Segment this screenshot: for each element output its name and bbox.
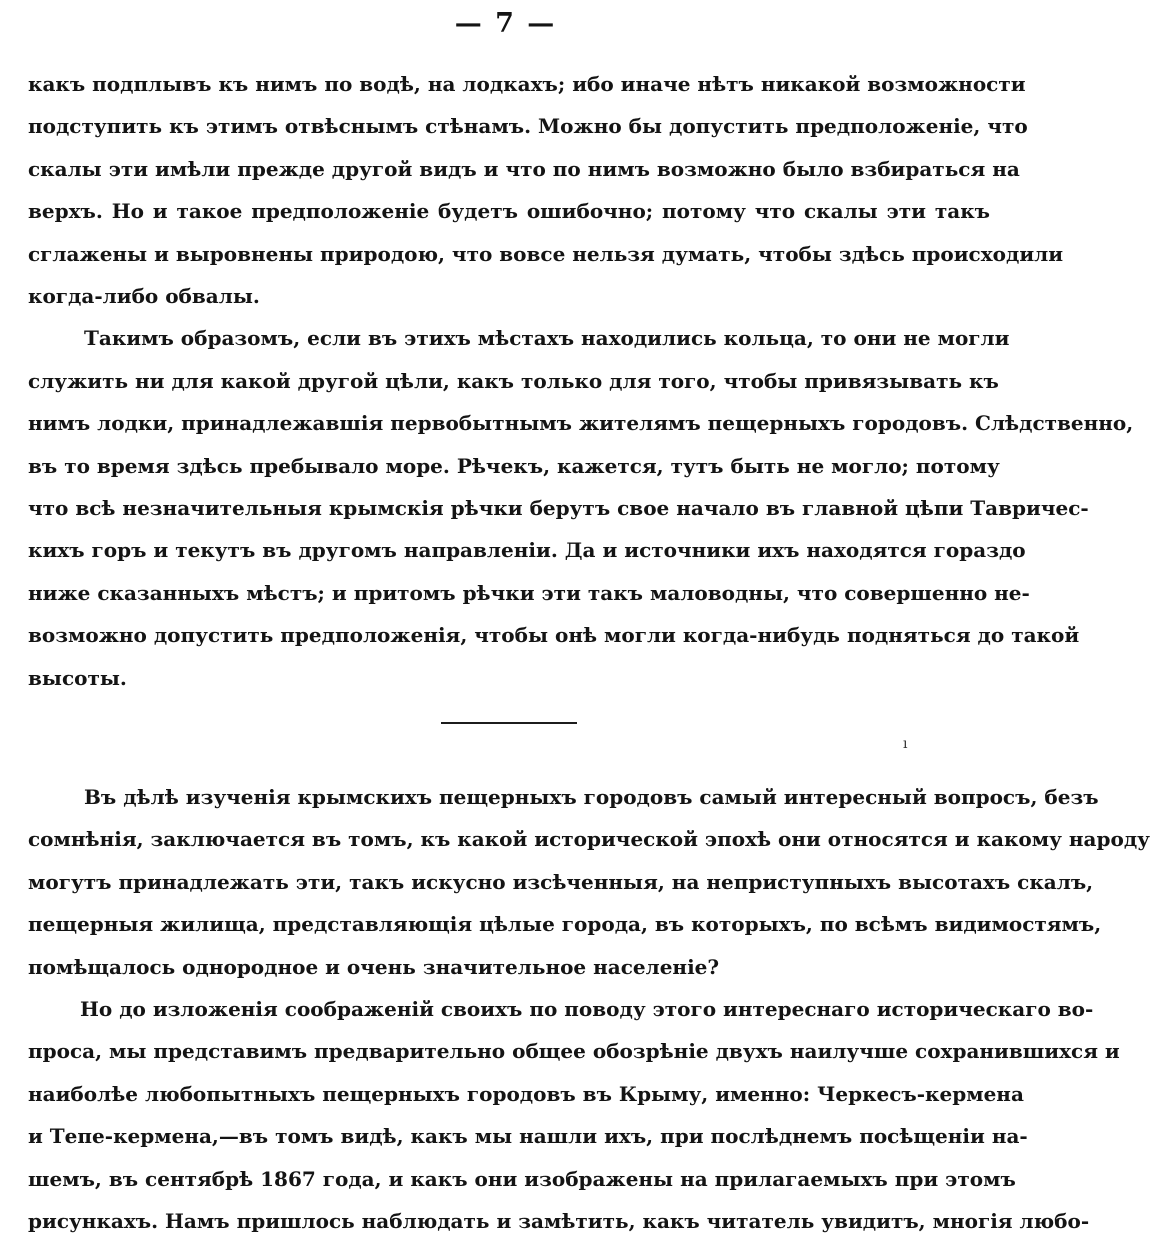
paragraph-start: Въ дѣлѣ изученія крымскихъ пещерныхъ городовъ самый интересный вопросъ, безъ (84, 785, 1099, 809)
text-line: сомнѣнія, заключается въ томъ, къ какой исторической эпохѣ они относятся и какому народу (28, 827, 1150, 852)
text-line: какъ подплывъ къ нимъ по водѣ, на лодкахъ; ибо иначе нѣтъ никакой возможности (28, 72, 1026, 96)
text-line: проса, мы представимъ предварительно общее обозрѣніе двухъ наилучше сохранившихся и (28, 1039, 1120, 1064)
text-line: шемъ, въ сентябрѣ 1867 года, и какъ они изображены на прилагаемыхъ при этомъ (28, 1166, 1016, 1191)
paragraph-start: Но до изложенія соображеній своихъ по поводу этого интереснаго историческаго во- (80, 997, 1094, 1022)
text-line: верхъ. Но и такое предположеніе будетъ ошибочно; потому что скалы эти такъ (28, 199, 990, 224)
text-block-caves-cliffs (28, 63, 1134, 699)
paragraph-start: Такимъ образомъ, если въ этихъ мѣстахъ находились кольца, то они не могли (84, 326, 1010, 351)
section-divider (441, 722, 577, 724)
print-speck: ı (903, 736, 908, 752)
text-line: возможно допустить предположенія, чтобы онѣ могли когда-нибудь подняться до такой (28, 623, 1080, 648)
text-line: когда-либо обвалы. (28, 284, 260, 309)
text-line: ниже сказанныхъ мѣстъ; и притомъ рѣчки эти такъ маловодны, что совершенно не- (28, 580, 1030, 605)
text-line: помѣщалось однородное и очень значительное населеніе? (28, 954, 720, 979)
text-line: кихъ горъ и текутъ въ другомъ направленіи. Да и источники ихъ находятся гораздо (28, 538, 1026, 563)
text-line: въ то время здѣсь пребывало море. Рѣчекъ, кажется, тутъ быть не могло; потому (28, 453, 1000, 478)
text-line: что всѣ незначительныя крымскія рѣчки берутъ свое начало въ главной цѣпи Тавричес- (28, 496, 1089, 521)
text-line: служить ни для какой другой цѣли, какъ только для того, чтобы привязывать къ (28, 368, 999, 393)
text-block-historical-question (28, 776, 1150, 1242)
text-line: нимъ лодки, принадлежавшія первобытнымъ жителямъ пещерныхъ городовъ. Слѣдственно, (28, 411, 1134, 436)
text-line: и Тепе-кермена,—въ томъ видѣ, какъ мы нашли ихъ, при послѣднемъ посѣщеніи на- (28, 1124, 1028, 1149)
text-line: скалы эти имѣли прежде другой видъ и что по нимъ возможно было взбираться на (28, 156, 1020, 181)
text-line: сглажены и выровнены природою, что вовсе нельзя думать, чтобы здѣсь происходили (28, 241, 1064, 266)
page-number: — 7 — (454, 8, 557, 39)
text-line: подступить къ этимъ отвѣснымъ стѣнамъ. Можно бы допустить предположеніе, что (28, 114, 1028, 139)
text-line: могутъ принадлежать эти, такъ искусно изсѣченныя, на неприступныхъ высотахъ скалъ, (28, 869, 1094, 894)
text-line: наиболѣе любопытныхъ пещерныхъ городовъ въ Крыму, именно: Черкесъ-кермена (28, 1081, 1024, 1106)
text-line: пещерныя жилища, представляющія цѣлые города, въ которыхъ, по всѣмъ видимостямъ, (28, 912, 1102, 937)
text-line: рисункахъ. Намъ пришлось наблюдать и замѣтить, какъ читатель увидитъ, многія любо- (28, 1209, 1090, 1234)
text-line: высоты. (28, 665, 127, 690)
